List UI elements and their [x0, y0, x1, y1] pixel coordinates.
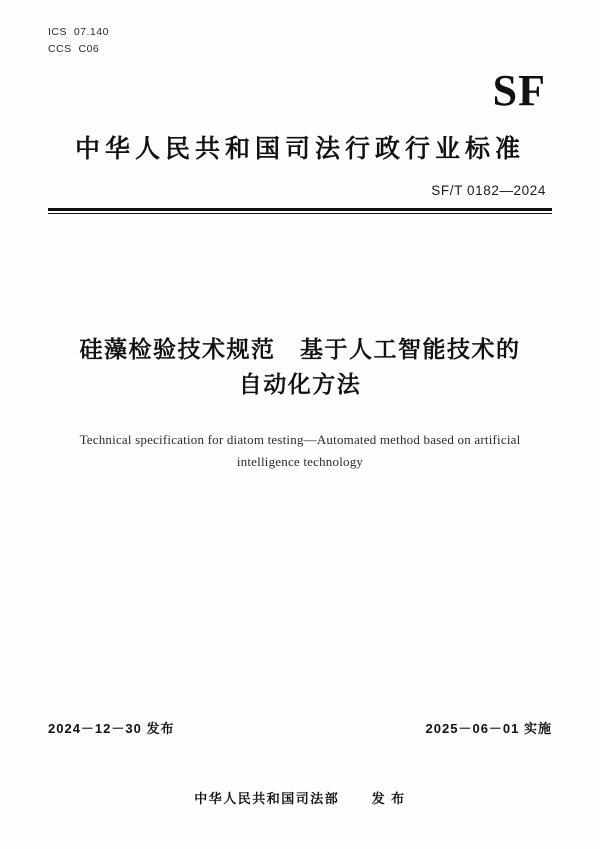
effective-date: 2025－06－01 实施 [425, 721, 552, 736]
divider-thin [48, 213, 552, 214]
standard-number: SF/T 0182—2024 [431, 182, 546, 198]
document-title-cn-line1: 硅藻检验技术规范 基于人工智能技术的 [79, 336, 521, 362]
classification-codes [48, 0, 552, 59]
title-zone [48, 332, 552, 473]
issuer-row [48, 788, 552, 807]
ccs-code: CCS C06 [48, 43, 100, 56]
document-title-en [48, 429, 552, 473]
issue-date: 2024－12－30 发布 [48, 721, 175, 736]
issuer-name: 中华人民共和国司法部 [194, 791, 340, 806]
document-title-en-line2: intelligence technology [236, 454, 364, 469]
sf-emblem-icon: SF [492, 65, 546, 115]
document-title-en-line1: Technical specification for diatom testing—Automated method based on artificial [79, 431, 521, 447]
divider-thick [48, 208, 552, 211]
date-row [48, 718, 552, 737]
document-title-cn-line2: 自动化方法 [238, 372, 362, 398]
standard-series-title: 中华人民共和国司法行政行业标准 [74, 135, 525, 163]
sf-emblem-block [48, 65, 552, 115]
issuer-action: 发 布 [371, 791, 406, 806]
ics-code: ICS 07.140 [48, 26, 109, 38]
